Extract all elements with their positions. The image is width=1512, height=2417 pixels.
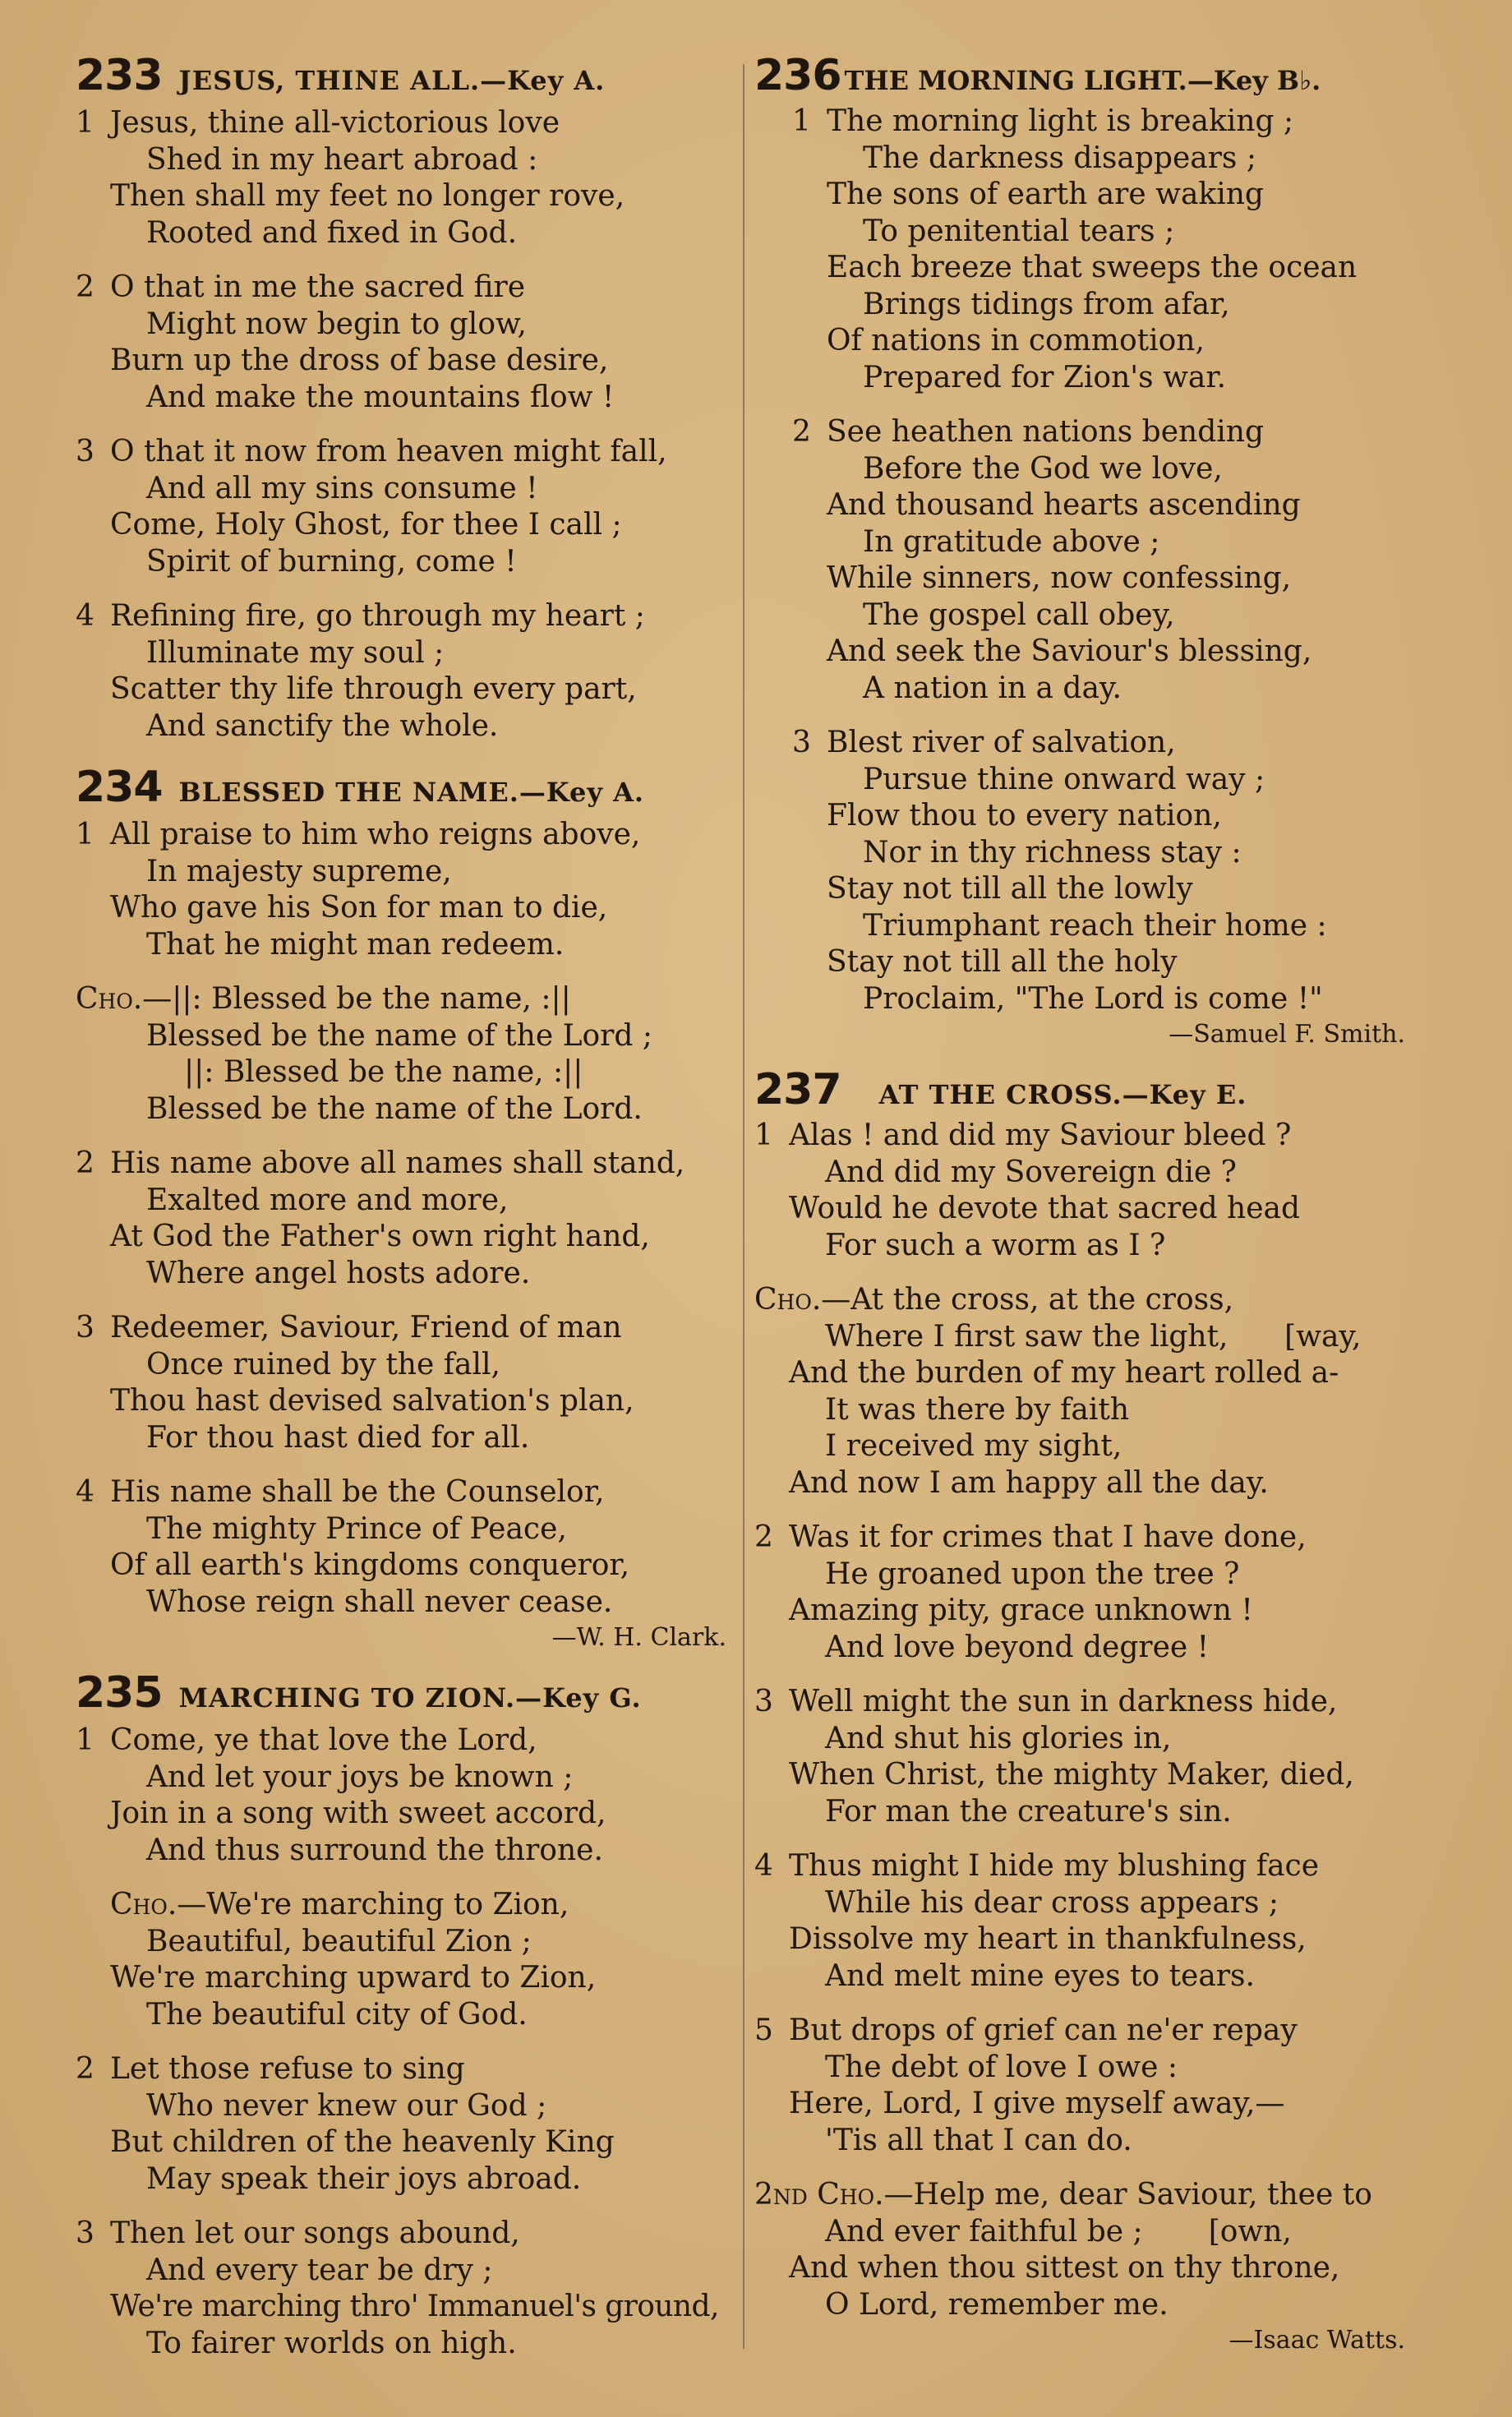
stanza xyxy=(754,414,1412,707)
verse-line: Here, Lord, I give myself away,— xyxy=(789,2087,1285,2120)
verse-line: Of all earth's kingdoms conqueror, xyxy=(110,1548,630,1582)
verse-line: For such a worm as I ? xyxy=(825,1228,1166,1262)
verse-line: Rooted and fixed in God. xyxy=(146,215,518,250)
verse-line: All praise to him who reigns above, xyxy=(110,818,641,851)
hymn-233 xyxy=(76,51,733,745)
verse-line: Whose reign shall never cease. xyxy=(146,1584,613,1619)
verse-line: While his dear cross appears ; xyxy=(825,1885,1279,1920)
hymn-number: 235 xyxy=(76,1668,163,1718)
verse-line: But children of the heavenly King xyxy=(110,2125,615,2159)
verse-line: To penitential tears ; xyxy=(863,214,1175,248)
verse-line: Of nations in commotion, xyxy=(827,324,1205,357)
verse-line: Join in a song with sweet accord, xyxy=(110,1797,606,1830)
stanza xyxy=(76,1310,733,1456)
stanza-number: 3 xyxy=(754,1685,773,1718)
verse-line: When Christ, the mighty Maker, died, xyxy=(789,1758,1354,1792)
verse-line: And sanctify the whole. xyxy=(146,708,499,743)
verse-line: Illuminate my soul ; xyxy=(146,635,445,670)
verse-line: Redeemer, Saviour, Friend of man xyxy=(110,1311,622,1345)
stanza-number: 1 xyxy=(76,1723,94,1757)
stanza-number: 3 xyxy=(76,435,94,468)
verse-line: Would he devote that sacred head xyxy=(789,1192,1301,1225)
verse-line: Stay not till all the holy xyxy=(827,945,1178,979)
hymn-234 xyxy=(76,763,733,1652)
stanza-number: 3 xyxy=(76,2216,94,2250)
stanza-number: 4 xyxy=(76,599,94,633)
verse-line: Come, ye that love the Lord, xyxy=(110,1723,537,1757)
verse-line: Pursue thine onward way ; xyxy=(863,762,1265,796)
stanza-number: 2 xyxy=(754,1520,773,1554)
stanza-number: 5 xyxy=(754,2013,773,2047)
stanza xyxy=(76,1146,733,1292)
verse-line: To fairer worlds on high. xyxy=(146,2326,517,2360)
verse-line: Triumphant reach their home : xyxy=(863,908,1327,943)
verse-line: And thousand hearts ascending xyxy=(827,488,1301,522)
verse-line: We're marching thro' Immanuel's ground, xyxy=(110,2290,719,2323)
stanza xyxy=(76,2051,733,2198)
verse-line: In gratitude above ; xyxy=(863,524,1160,559)
author-credit: —W. H. Clark. xyxy=(551,1623,726,1652)
verse-line: 'Tis all that I can do. xyxy=(825,2123,1132,2157)
verse-line: Thou hast devised salvation's plan, xyxy=(110,1384,634,1418)
verse-line: Brings tidings from afar, xyxy=(863,287,1230,321)
verse-line: Might now begin to glow, xyxy=(146,307,527,341)
verse-line: Help me, dear Saviour, thee to xyxy=(913,2178,1372,2212)
verse-line: And let your joys be known ; xyxy=(146,1760,574,1794)
chorus xyxy=(754,1282,1412,1501)
stanza-number: 4 xyxy=(754,1849,773,1883)
verse-line: A nation in a day. xyxy=(863,671,1122,705)
hymn-title: AT THE CROSS.—Key E. xyxy=(878,1079,1247,1110)
verse-line: Then shall my feet no longer rove, xyxy=(110,179,625,213)
stanza-number: 3 xyxy=(792,726,811,759)
verse-line: At God the Father's own right hand, xyxy=(110,1220,650,1253)
stanza-number: 1 xyxy=(76,818,94,851)
verse-line: And make the mountains flow ! xyxy=(146,380,615,414)
column-divider xyxy=(743,64,744,2349)
verse-line: Alas ! and did my Saviour bleed ? xyxy=(789,1119,1292,1152)
stanza xyxy=(754,1118,1412,1264)
verse-line: While sinners, now confessing, xyxy=(827,561,1292,595)
verse-line: For man the creature's sin. xyxy=(825,1794,1232,1829)
verse-line: The mighty Prince of Peace, xyxy=(146,1511,567,1546)
chorus-label: Cho.— xyxy=(76,982,173,1016)
hymn-number: 236 xyxy=(754,51,841,100)
chorus xyxy=(76,981,733,1128)
verse-line: See heathen nations bending xyxy=(827,415,1264,449)
verse-line: Where angel hosts adore. xyxy=(146,1256,531,1290)
verse-line: In majesty supreme, xyxy=(146,854,452,888)
verse-line: The beautiful city of God. xyxy=(146,1997,528,2032)
verse-line: And now I am happy all the day. xyxy=(789,1465,1269,1500)
verse-line: ||: Blessed be the name, :|| xyxy=(184,1055,583,1089)
stanza-number: 2 xyxy=(76,270,94,304)
verse-line: And when thou sittest on thy throne, xyxy=(789,2251,1340,2285)
verse-line: Before the God we love, xyxy=(863,451,1223,486)
stanza-number: 1 xyxy=(754,1119,773,1152)
verse-line: We're marching to Zion, xyxy=(206,1888,569,1921)
stanza xyxy=(76,434,733,580)
stanza xyxy=(754,1684,1412,1830)
stanza xyxy=(754,1848,1412,1995)
hymn-number: 234 xyxy=(76,763,163,812)
verse-line: Flow thou to every nation, xyxy=(827,799,1222,833)
hymn-title: JESUS, THINE ALL.—Key A. xyxy=(178,65,606,96)
stanza xyxy=(76,1474,733,1621)
stanza xyxy=(76,817,733,963)
verse-line: May speak their joys abroad. xyxy=(146,2161,582,2196)
chorus-label: Cho.— xyxy=(110,1888,207,1921)
hymn-number: 237 xyxy=(754,1065,841,1114)
verse-line: And all my sins consume ! xyxy=(146,471,538,505)
verse-line: ||: Blessed be the name, :|| xyxy=(172,982,571,1016)
verse-line: But drops of grief can ne'er repay xyxy=(789,2013,1298,2047)
hymn-title: MARCHING TO ZION.—Key G. xyxy=(178,1682,642,1714)
stanza xyxy=(754,104,1412,396)
verse-line: O that in me the sacred fire xyxy=(110,270,526,304)
verse-line: O that it now from heaven might fall, xyxy=(110,435,667,468)
chorus-label: Cho.— xyxy=(754,1283,851,1317)
stanza xyxy=(76,270,733,416)
verse-line: Was it for crimes that I have done, xyxy=(789,1520,1307,1554)
verse-line: We're marching upward to Zion, xyxy=(110,1961,597,1995)
verse-line: Blest river of salvation, xyxy=(827,726,1176,759)
hymn-number: 233 xyxy=(76,51,163,100)
verse-line: And the burden of my heart rolled a- xyxy=(789,1356,1339,1390)
verse-line: His name shall be the Counselor, xyxy=(110,1475,605,1509)
verse-line: Beautiful, beautiful Zion ; xyxy=(146,1924,532,1958)
verse-line: Scatter thy life through every part, xyxy=(110,672,637,706)
stanza xyxy=(76,598,733,745)
stanza xyxy=(76,2216,733,2362)
verse-line: Then let our songs abound, xyxy=(110,2216,520,2250)
verse-line: He groaned upon the tree ? xyxy=(825,1557,1240,1591)
verse-line: Stay not till all the lowly xyxy=(827,872,1193,906)
stanza xyxy=(76,105,733,251)
verse-line: Prepared for Zion's war. xyxy=(863,360,1227,394)
verse-line: Exalted more and more, xyxy=(146,1183,509,1217)
stanza-number: 2 xyxy=(76,2052,94,2086)
verse-line: Amazing pity, grace unknown ! xyxy=(789,1594,1253,1627)
verse-line: Let those refuse to sing xyxy=(110,2052,465,2086)
verse-line: Where I first saw the light, [way, xyxy=(825,1319,1362,1354)
verse-line: Burn up the dross of base desire, xyxy=(110,344,609,377)
verse-line: Blessed be the name of the Lord ; xyxy=(146,1018,652,1053)
hymn-237 xyxy=(754,1065,1412,2355)
verse-line: Thus might I hide my blushing face xyxy=(789,1849,1320,1883)
verse-line: At the cross, at the cross, xyxy=(850,1283,1234,1317)
stanza-number: 3 xyxy=(76,1311,94,1345)
verse-line: And shut his glories in, xyxy=(825,1721,1172,1755)
verse-line: Who gave his Son for man to die, xyxy=(110,891,608,925)
verse-line: The sons of earth are waking xyxy=(827,178,1264,211)
hymn-235 xyxy=(76,1668,733,2362)
stanza xyxy=(754,2013,1412,2159)
verse-line: And did my Sovereign die ? xyxy=(825,1155,1237,1189)
hymn-236 xyxy=(754,51,1412,1049)
stanza xyxy=(754,725,1412,1017)
stanza-number: 1 xyxy=(76,106,94,140)
stanza-number: 1 xyxy=(792,104,811,138)
chorus-label: 2nd Cho.— xyxy=(754,2178,914,2212)
left-column xyxy=(76,51,733,2380)
verse-line: Each breeze that sweeps the ocean xyxy=(827,251,1358,284)
verse-line: Spirit of burning, come ! xyxy=(146,544,517,579)
second-chorus xyxy=(754,2177,1412,2323)
verse-line: Come, Holy Ghost, for thee I call ; xyxy=(110,508,622,542)
verse-line: And love beyond degree ! xyxy=(825,1630,1210,1664)
chorus xyxy=(76,1887,733,2033)
hymn-title: BLESSED THE NAME.—Key A. xyxy=(178,777,645,808)
hymn-title: THE MORNING LIGHT.—Key B♭. xyxy=(844,65,1321,96)
verse-line: Well might the sun in darkness hide, xyxy=(789,1685,1338,1718)
verse-line: Blessed be the name of the Lord. xyxy=(146,1091,643,1126)
verse-line: And every tear be dry ; xyxy=(146,2253,493,2287)
verse-line: And thus surround the throne. xyxy=(146,1833,603,1867)
verse-line: And seek the Saviour's blessing, xyxy=(827,634,1312,668)
author-credit: —Samuel F. Smith. xyxy=(1169,1020,1405,1049)
verse-line: For thou hast died for all. xyxy=(146,1420,530,1455)
verse-line: The darkness disappears ; xyxy=(863,141,1256,175)
author-credit: —Isaac Watts. xyxy=(1228,2326,1405,2355)
verse-line: Once ruined by the fall, xyxy=(146,1347,500,1381)
verse-line: Jesus, thine all-victorious love xyxy=(110,106,560,140)
verse-line: The morning light is breaking ; xyxy=(827,104,1294,138)
stanza-number: 2 xyxy=(76,1146,94,1180)
verse-line: Shed in my heart abroad : xyxy=(146,142,538,177)
verse-line: And ever faithful be ; [own, xyxy=(825,2214,1292,2249)
verse-line: Who never knew our God ; xyxy=(146,2088,547,2123)
verse-line: The debt of love I owe : xyxy=(825,2050,1178,2084)
verse-line: And melt mine eyes to tears. xyxy=(825,1958,1255,1993)
verse-line: It was there by faith xyxy=(825,1392,1130,1427)
stanza-number: 4 xyxy=(76,1475,94,1509)
verse-line: I received my sight, xyxy=(825,1429,1122,1463)
verse-line: Dissolve my heart in thankfulness, xyxy=(789,1922,1307,1956)
verse-line: O Lord, remember me. xyxy=(825,2287,1169,2322)
right-column xyxy=(754,51,1412,2371)
stanza xyxy=(754,1520,1412,1666)
verse-line: Proclaim, "The Lord is come !" xyxy=(863,981,1323,1016)
verse-line: The gospel call obey, xyxy=(863,597,1175,632)
stanza xyxy=(76,1723,733,1869)
verse-line: His name above all names shall stand, xyxy=(110,1146,685,1180)
verse-line: That he might man redeem. xyxy=(146,927,565,962)
verse-line: Nor in thy richness stay : xyxy=(863,835,1242,869)
stanza-number: 2 xyxy=(792,415,811,449)
verse-line: Refining fire, go through my heart ; xyxy=(110,599,645,633)
